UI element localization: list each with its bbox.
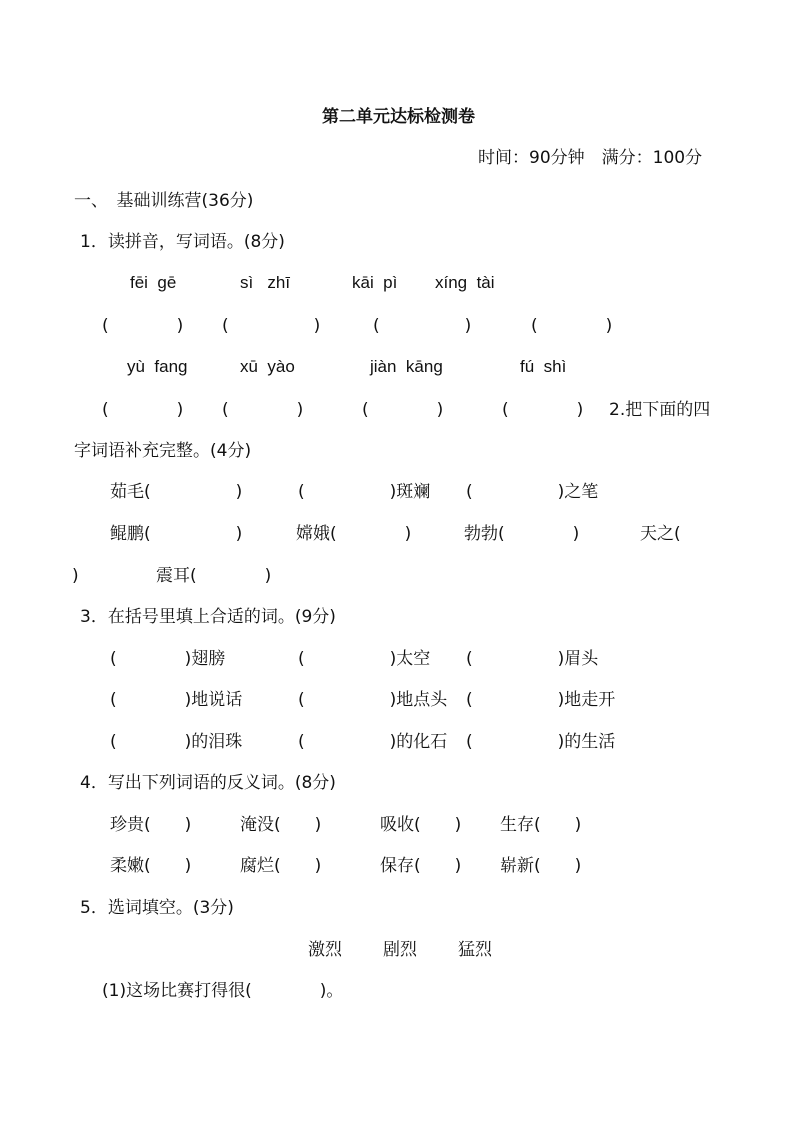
idiom-blank[interactable]: ( )斑斓 (298, 482, 431, 502)
answer-blank[interactable]: ( ) (502, 400, 584, 420)
pinyin: yù fang (127, 357, 188, 376)
antonym-blank[interactable]: 保存( ) (380, 856, 462, 876)
idiom-blank[interactable]: 勃勃( ) (464, 524, 580, 544)
question-2-prompt-continued: 字词语补充完整。(4分) (74, 441, 252, 461)
fill-blank[interactable]: ( )地走开 (466, 690, 616, 710)
question-4-prompt: 4．写出下列词语的反义词。(8分) (80, 773, 336, 793)
word-choice: 猛烈 (458, 940, 492, 960)
fill-blank[interactable]: ( )翅膀 (110, 649, 226, 669)
pinyin: jiàn kāng (370, 357, 443, 376)
idiom-blank-end[interactable]: ) (72, 566, 79, 586)
question-1-prompt: 1．读拼音，写词语。(8分) (80, 232, 285, 252)
fill-blank[interactable]: ( )的泪珠 (110, 732, 243, 752)
idiom-blank[interactable]: 嫦娥( ) (296, 524, 412, 544)
idiom-blank[interactable]: 鲲鹏( ) (110, 524, 243, 544)
pinyin: fēi gē (130, 273, 177, 292)
pinyin: fú shì (520, 357, 567, 376)
answer-blank[interactable]: ( ) (102, 400, 184, 420)
question-3-prompt: 3．在括号里填上合适的词。(9分) (80, 607, 336, 627)
idiom-blank[interactable]: 震耳( ) (156, 566, 272, 586)
idiom-blank[interactable]: 茹毛( ) (110, 482, 243, 502)
antonym-blank[interactable]: 珍贵( ) (110, 815, 192, 835)
antonym-blank[interactable]: 生存( ) (500, 815, 582, 835)
word-choice: 剧烈 (383, 940, 417, 960)
idiom-blank[interactable]: 天之( (640, 524, 681, 544)
page-title: 第二单元达标检测卷 (322, 107, 475, 127)
antonym-blank[interactable]: 腐烂( ) (240, 856, 322, 876)
answer-blank[interactable]: ( ) (222, 316, 321, 336)
answer-blank[interactable]: ( ) (222, 400, 304, 420)
question-5-item[interactable]: (1)这场比赛打得很( )。 (102, 981, 344, 1001)
fill-blank[interactable]: ( )太空 (298, 649, 431, 669)
question-2-prompt: 2.把下面的四 (609, 400, 711, 420)
exam-meta: 时间：90分钟 满分：100分 (478, 148, 703, 168)
antonym-blank[interactable]: 崭新( ) (500, 856, 582, 876)
pinyin: sì zhī (240, 273, 291, 292)
answer-blank[interactable]: ( ) (373, 316, 472, 336)
pinyin: xíng tài (435, 273, 495, 292)
fill-blank[interactable]: ( )的化石 (298, 732, 448, 752)
antonym-blank[interactable]: 柔嫩( ) (110, 856, 192, 876)
pinyin: xū yào (240, 357, 295, 376)
pinyin: kāi pì (352, 273, 398, 292)
answer-blank[interactable]: ( ) (102, 316, 184, 336)
fill-blank[interactable]: ( )的生活 (466, 732, 616, 752)
fill-blank[interactable]: ( )眉头 (466, 649, 599, 669)
answer-blank[interactable]: ( ) (362, 400, 444, 420)
word-choice: 激烈 (308, 940, 342, 960)
fill-blank[interactable]: ( )地点头 (298, 690, 448, 710)
question-5-prompt: 5．选词填空。(3分) (80, 898, 234, 918)
idiom-blank[interactable]: ( )之笔 (466, 482, 599, 502)
answer-blank[interactable]: ( ) (531, 316, 613, 336)
section-heading: 一、 基础训练营(36分) (74, 191, 254, 211)
antonym-blank[interactable]: 吸收( ) (380, 815, 462, 835)
antonym-blank[interactable]: 淹没( ) (240, 815, 322, 835)
fill-blank[interactable]: ( )地说话 (110, 690, 243, 710)
